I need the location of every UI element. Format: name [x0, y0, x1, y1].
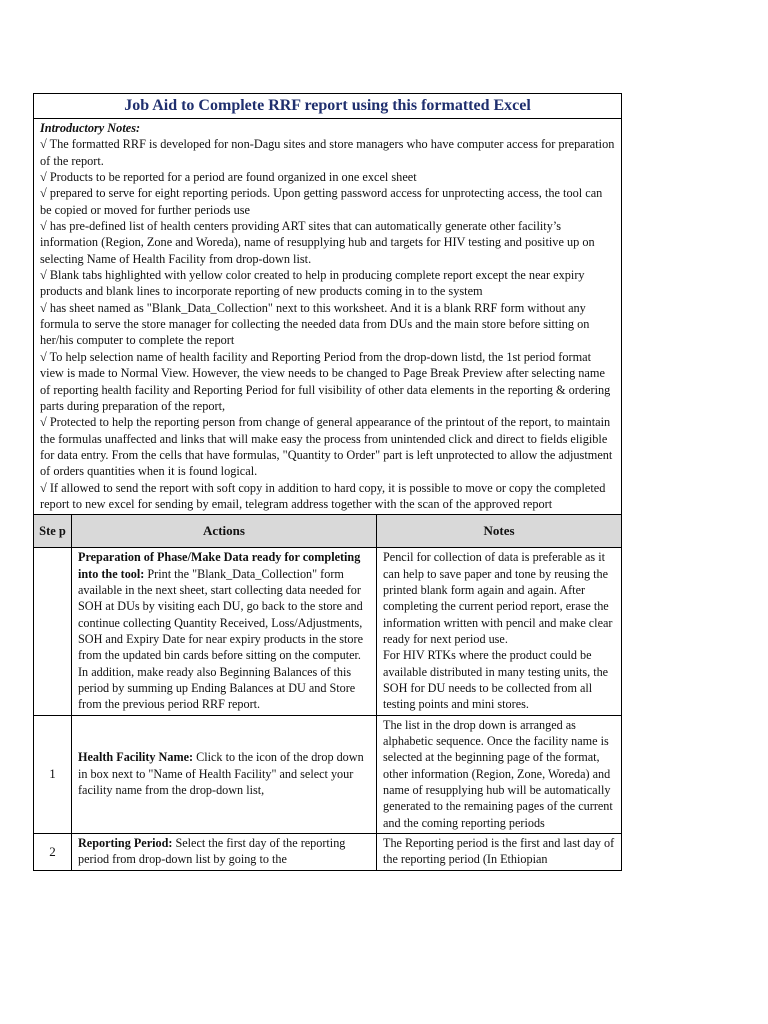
header-step: Ste p	[34, 515, 72, 548]
intro-bullet: √ The formatted RRF is developed for non-Dagu sites and store managers who have computer access for preparation of the report.	[40, 137, 615, 168]
action-lead: Reporting Period:	[78, 836, 173, 851]
action-cell	[72, 715, 377, 833]
intro-bullet: √ If allowed to send the report with soft copy in addition to hard copy, it is possible to move or copy the completed report to new excel for sending by email, telegram address together with the scan of the approved report	[40, 480, 606, 511]
intro-bullet: √ To help selection name of health facility and Reporting Period from the drop-down listd, the 1st period format view is made to Normal View. However, the view needs to be changed to Page Break Preview after selecting name of reporting health facility and Reporting Period for full visibility of other data elements in the reporting & ordering parts during preparation of the report,	[40, 349, 611, 413]
table-header-row	[34, 515, 622, 548]
step-number	[34, 548, 72, 715]
step-number: 2	[34, 834, 72, 871]
action-text: Click to the icon of the drop down in box next to "Name of Health Facility" and select your facility name from the drop-down list,	[78, 750, 364, 798]
intro-bullet: √ Products to be reported for a period are found organized in one excel sheet	[40, 170, 417, 185]
step-number: 1	[34, 715, 72, 833]
action-cell	[72, 548, 377, 715]
page-title: Job Aid to Complete RRF report using this formatted Excel	[124, 97, 531, 114]
intro-bullet: √ has sheet named as "Blank_Data_Collection" next to this worksheet. And it is a blank RRF form without any formula to serve the store manager for collecting the needed data from DUs and the main store before sitting on her/his computer to complete the report	[40, 300, 590, 348]
action-lead: Health Facility Name:	[78, 750, 194, 765]
header-notes: Notes	[377, 515, 622, 548]
intro-bullet: √ has pre-defined list of health centers providing ART sites that can automatically generate other facility’s information (Region, Zone and Woreda), name of resupplying hub and targets for HIV testing and positive up on selecting Name of Health Facility from drop-down list.	[40, 219, 595, 266]
intro-bullet: √ prepared to serve for eight reporting periods. Upon getting password access for unprotecting access, the tool can be copied or moved for further periods use	[40, 186, 603, 217]
note-cell: The Reporting period is the first and last day of the reporting period (In Ethiopian	[377, 834, 622, 871]
job-aid-table	[33, 93, 622, 871]
title-cell	[34, 94, 622, 119]
note-cell: The list in the drop down is arranged as alphabetic sequence. Once the facility name is selected at the beginning page of the format, other information (Region, Zone, Woreda) and name of resupplying hub will be automatically generated to the remaining pages of the current and the coming reporting periods	[377, 715, 622, 833]
intro-bullet: √ Blank tabs highlighted with yellow color created to help in producing complete report except the near expiry products and blank lines to incorporate reporting of new products coming in to the system	[40, 268, 585, 299]
intro-heading: Introductory Notes:	[40, 121, 141, 135]
intro-bullet: √ Protected to help the reporting person from change of general appearance of the printout of the report, to maintain the formulas unaffected and links that will make easy the process from unintended click and direct to fields eligible for data entry. From the cells that have formulas, "Quantity to Order" part is left unprotected to allow the adjustment of orders quantities when it is found logical.	[40, 415, 613, 479]
table-row	[34, 548, 622, 715]
header-actions: Actions	[72, 515, 377, 548]
action-lead: Preparation of Phase/Make Data ready for completing into the tool:	[78, 550, 361, 581]
action-text: Select the first day of the reporting period from drop-down list by going to the	[78, 836, 346, 867]
action-cell	[72, 834, 377, 871]
introductory-notes	[34, 119, 622, 515]
action-text: Print the "Blank_Data_Collection" form available in the next sheet, start collecting data needed for SOH at DUs by visiting each DU, go back to the store and continue collecting Quantity Received, Loss/Adjustments, SOH and Expiry Date for near expiry products in the store from the updated bin cards before sitting on the computer. In addition, make ready also Beginning Balances of this period by summing up Ending Balances at DU and Store from the previous period RRF report.	[78, 566, 363, 712]
table-row	[34, 715, 622, 833]
note-cell: Pencil for collection of data is preferable as it can help to save paper and tone by reusing the printed blank form again and again. After completing the current period report, erase the information written with pencil and make clear ready for next period use. For HIV RTKs where the product could be available distributed in many testing units, the SOH for DU needs to be collected from all testing points and mini stores.	[377, 548, 622, 715]
table-row	[34, 834, 622, 871]
